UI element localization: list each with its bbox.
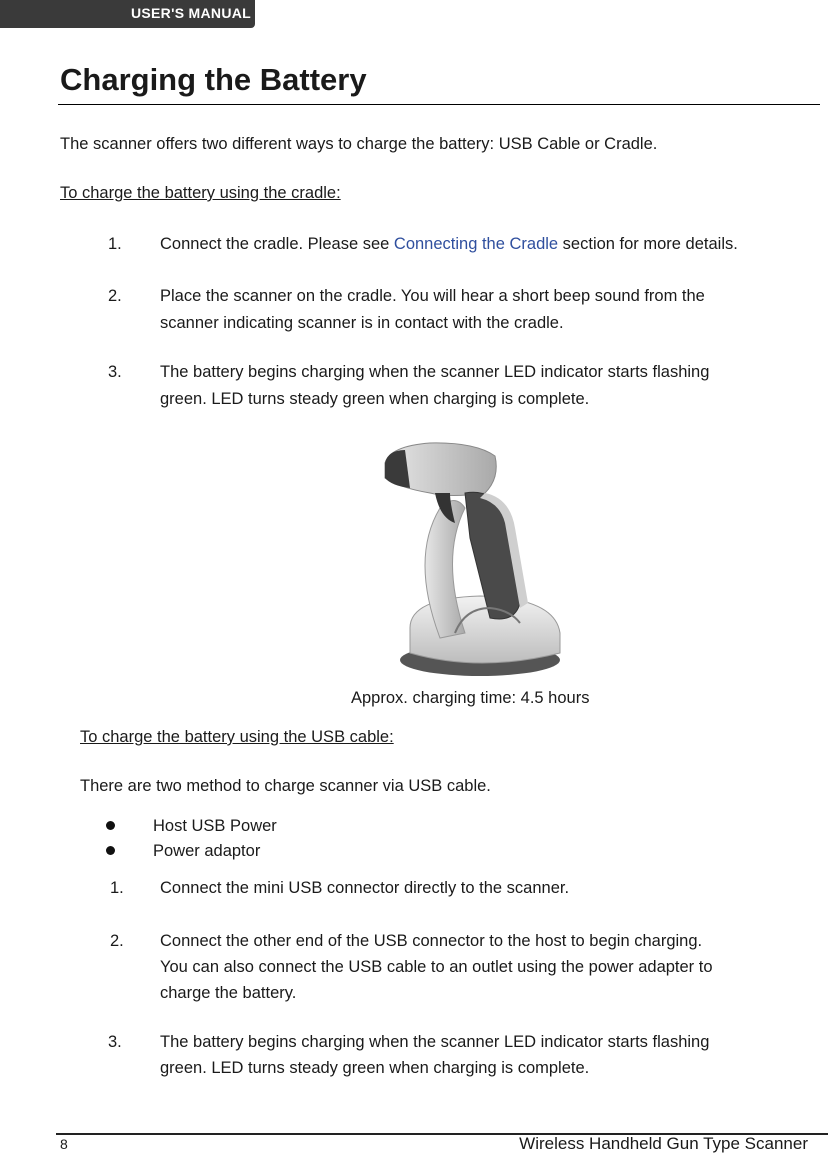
usb-step-1-line1: Connect the mini USB connector directly to the scanner. (160, 879, 570, 897)
cradle-step-1-text: Connect the cradle. Please see (160, 235, 394, 253)
usb-step-2-number: 2. (110, 932, 124, 950)
cradle-step-3-line1: The battery begins charging when the scanner LED indicator starts flashing (160, 363, 710, 381)
cradle-step-1-number: 1. (108, 235, 122, 253)
manual-label: USER'S MANUAL (130, 5, 251, 21)
cradle-step-3-number: 3. (108, 363, 122, 381)
bullet-power-adaptor: Power adaptor (153, 842, 261, 860)
title-divider (58, 104, 820, 105)
usb-step-2-line2: You can also connect the USB cable to an outlet using the power adapter to (160, 958, 713, 976)
bullet-host-usb: Host USB Power (153, 817, 277, 835)
page-number: 8 (60, 1136, 68, 1152)
usb-step-3-line1: The battery begins charging when the scanner LED indicator starts flashing (160, 1033, 710, 1051)
charging-time-caption: Approx. charging time: 4.5 hours (351, 689, 590, 707)
cradle-step-2-number: 2. (108, 287, 122, 305)
intro-text: The scanner offers two different ways to charge the battery: USB Cable or Cradle. (60, 135, 658, 153)
footer-doc-title: Wireless Handheld Gun Type Scanner (519, 1134, 808, 1153)
cradle-step-3-line2: green. LED turns steady green when charging is complete. (160, 390, 590, 408)
usb-step-2-line3: charge the battery. (160, 984, 297, 1002)
usb-step-2-line1: Connect the other end of the USB connector to the host to begin charging. (160, 932, 703, 950)
bullet-dot (106, 821, 115, 830)
cradle-step-1 (160, 231, 738, 258)
cradle-step-2-line2: scanner indicating scanner is in contact with the cradle. (160, 314, 564, 332)
usb-step-3-line2: green. LED turns steady green when charging is complete. (160, 1059, 590, 1077)
header-tab (0, 0, 255, 28)
usb-step-1-number: 1. (110, 879, 124, 897)
bullet-dot (106, 846, 115, 855)
usb-step-3-number: 3. (108, 1033, 122, 1051)
cradle-step-2-line1: Place the scanner on the cradle. You will hear a short beep sound from the (160, 287, 705, 305)
scanner-cradle-image (370, 438, 570, 683)
cradle-step-1-text-after: section for more details. (558, 235, 738, 253)
usb-heading: To charge the battery using the USB cable: (80, 728, 394, 746)
connecting-cradle-link[interactable]: Connecting the Cradle (393, 235, 559, 253)
cradle-heading: To charge the battery using the cradle: (60, 184, 341, 202)
usb-intro: There are two method to charge scanner via USB cable. (80, 777, 491, 795)
page-title: Charging the Battery (60, 62, 367, 97)
